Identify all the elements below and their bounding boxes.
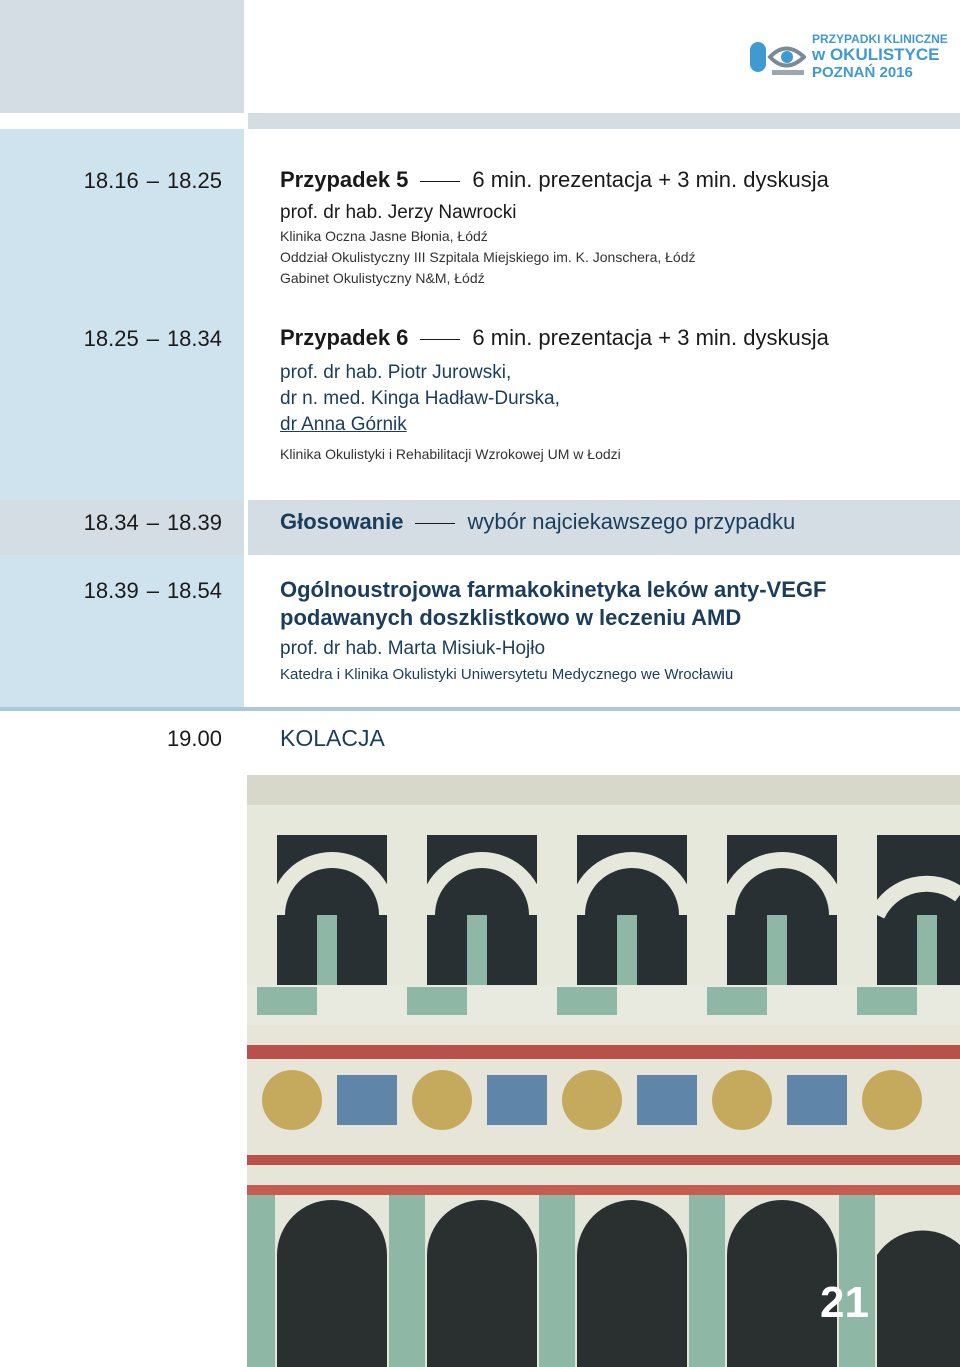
session-item — [280, 576, 940, 685]
header-strip — [248, 113, 960, 129]
dash: – — [146, 510, 159, 535]
session-time: 18.16 – 18.25 — [83, 168, 222, 193]
conference-logo — [748, 30, 948, 84]
session-time: 18.25 – 18.34 — [83, 326, 222, 351]
session-title: Przypadek 5 6 min. prezentacja + 3 min. dyskusja — [280, 167, 829, 192]
affiliation: Klinika Oczna Jasne Błonia, Łódź — [280, 228, 488, 244]
header-left-block — [0, 0, 244, 113]
speaker-name: prof. dr hab. Piotr Jurowski, — [280, 362, 512, 383]
logo-line-1: PRZYPADKI KLINICZNE — [812, 32, 948, 46]
logo-line-2: w OKULISTYCE — [812, 45, 940, 64]
session-item — [280, 324, 940, 465]
column-separator — [244, 129, 248, 707]
session-time: 18.34 – 18.39 — [83, 510, 222, 535]
eye-icon — [748, 36, 806, 78]
affiliation: Gabinet Okulistyczny N&M, Łódź — [280, 270, 485, 286]
affiliation: Katedra i Klinika Okulistyki Uniwersytetu Medycznego we Wrocławiu — [280, 666, 734, 683]
logo-line-3: POZNAŃ 2016 — [812, 64, 913, 81]
dash: – — [146, 168, 159, 193]
dash: – — [146, 326, 159, 351]
dash: – — [146, 578, 159, 603]
session-item — [280, 166, 940, 289]
session-title: Głosowanie wybór najciekawszego przypadku — [280, 509, 796, 534]
speaker-name: prof. dr hab. Marta Misiuk-Hojło — [280, 638, 546, 659]
affiliation: Klinika Okulistyki i Rehabilitacji Wzrokowej UM w Łodzi — [280, 446, 621, 462]
session-title: KOLACJA — [280, 725, 385, 751]
session-time: 18.39 – 18.54 — [83, 578, 222, 603]
session-title: Przypadek 6 6 min. prezentacja + 3 min. dyskusja — [280, 325, 829, 350]
session-item — [280, 724, 940, 752]
session-title: Ogólnoustrojowa farmakokinetyka leków anty-VEGF — [280, 577, 827, 602]
speaker-name: dr n. med. Kinga Hadław-Durska, — [280, 388, 560, 409]
page-number: 21 — [820, 1278, 869, 1327]
session-time: 19.00 — [166, 726, 222, 751]
session-item — [280, 508, 940, 536]
affiliation: Oddział Okulistyczny III Szpitala Miejskiego im. K. Jonschera, Łódź — [280, 249, 696, 265]
speaker-name: dr Anna Górnik — [280, 414, 407, 435]
time-column-background — [0, 129, 244, 707]
speaker-name: prof. dr hab. Jerzy Nawrocki — [280, 202, 517, 223]
session-title: podawanych doszklistkowo w leczeniu AMD — [280, 605, 742, 630]
section-divider — [0, 707, 960, 711]
